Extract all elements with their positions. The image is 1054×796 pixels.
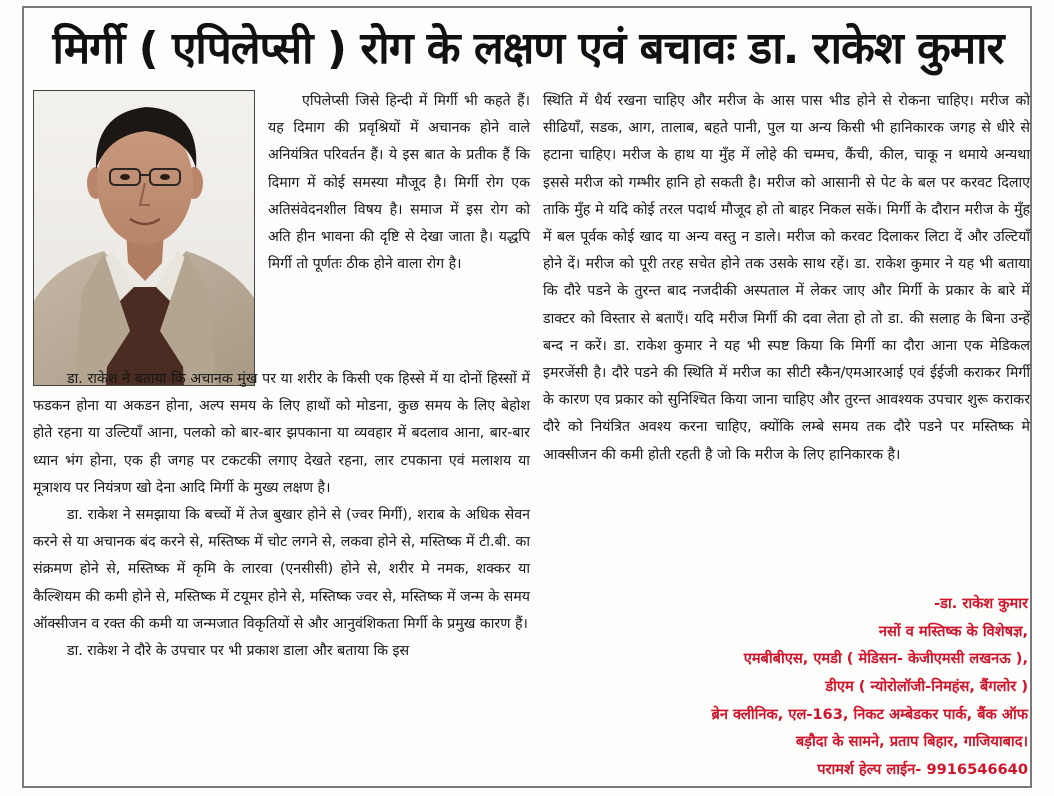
symptoms-paragraph: डा. राकेश ने बताया कि अचानक मुंख पर या शरीर के किसी एक हिस्से में या दोनों हिस्सों में फडकन होना या अकडन होना, अल्प समय के लिए हाथों को मोडना, कुछ समय के लिए बेहोश होते रहना या उल्टियाँ आना, पलको को बार-बार झपकाना या व्यवहार में बदलाव आना, बार-बार ध्यान भंग होना, एक ही जगह पर टकटकी लगाए देखते रहना, लार टपकाना एवं मलाशय या मूत्राशय पर नियंत्रण खो देना आदि मिर्गी के मुख्य लक्षण है। — [33, 371, 530, 496]
article-headline: मिर्गी ( एपिलेप्सी ) रोग के लक्षण एवं बचावः डा. राकेश कुमार — [52, 23, 1004, 74]
signature-degree-1: एमबीबीएस, एमडी ( मेडिसन- केजीएमसी लखनऊ ), — [743, 650, 1028, 667]
treatment-intro-paragraph: डा. राकेश ने दौरे के उपचार पर भी प्रकाश डाला और बताया कि इस — [67, 643, 410, 660]
signature-name: -डा. राकेश कुमार — [934, 595, 1028, 612]
signature-helpline: परामर्श हेल्प लाईन- 9916546640 — [817, 761, 1028, 778]
signature-clinic-2: बड़ौदा के सामने, प्रताप बिहार, गाजियाबाद। — [795, 733, 1028, 750]
signature-degree-2: डीएम ( न्योरोलॉजी-निमहंस, बैंगलोर ) — [825, 678, 1028, 695]
intro-paragraph — [268, 88, 530, 278]
intro-text: एपिलेप्सी जिसे हिन्दी में मिर्गी भी कहते हैं। यह दिमाग की प्रवृश्रियों में अचानक होने वाले अनियंत्रित परिवर्तन हैं। ये इस बात के प्रतीक हैं कि दिमाग में कोई समस्या मौजूद है। मिर्गी रोग एक अतिसंवेदनशील विषय है। समाज में इस रोग को अति हीन भावना की दृष्टि से देखा जाता है। यद्धपि मिर्गी तो पूर्णतः ठीक होने वाला रोग है। — [268, 93, 530, 273]
doctor-portrait-photo — [33, 90, 255, 386]
signature-clinic-1: ब्रेन क्लीनिक, एल-163, निकट अम्बेडकर पार्क, बैंक ऑफ — [711, 706, 1028, 723]
left-column-continued — [33, 366, 530, 665]
causes-paragraph: डा. राकेश ने समझाया कि बच्चों में तेज बुखार होने से (ज्वर मिर्गी), शराब के अधिक सेवन करने से या अचानक बंद करने से, मस्तिष्क में चोट लगने से, लकवा होने से, मस्तिष्क में टी.बी. का संक्रमण होने से, मस्तिष्क में कृमि के लारवा (एनसीसी) होने से, शरीर मे नमक, शक्कर या कैल्शियम की कमी होने से, मस्तिष्क में टयूमर होने से, मस्तिष्क ज्वर से, मस्तिष्क में जन्म के समय ऑक्सीजन व रक्त की कमी या जन्मजात विकृतियों से और आनुवंशिकता मिर्गी के प्रमुख कारण हैं। — [33, 507, 530, 632]
right-column — [543, 88, 1030, 469]
signature-specialty: नसों व मस्तिष्क के विशेषज्ञ, — [878, 623, 1028, 640]
treatment-paragraph: स्थिति में धैर्य रखना चाहिए और मरीज के आस पास भीड होने से रोकना चाहिए। मरीज को सीढियाँ, सडक, आग, तालाब, बहते पानी, पुल या अन्य किसी भी हानिकारक जगह से धीरे से हटाना चाहिए। मरीज के हाथ या मुँह में लोहे की चम्मच, कैंची, कील, चाकू न थमाये अन्यथा इससे मरीज को गम्भीर हानि हो सकती है। मरीज को आसानी से पेट के बल पर करवट दिलाए ताकि मुँह मे यदि कोई तरल पदार्थ मौजूद हो तो बाहर निकल सकें। मिर्गी के दौरान मरीज के मुँह में बल पूर्वक कोई खाद या अन्य वस्तु न डाले। मरीज को करवट दिलाकर लिटा दें और उल्टियाँ होने दें। मरीज को पूरी तरह सचेत होने तक उसके साथ रहें। डा. राकेश कुमार ने यह भी बताया कि दौरे पडने के तुरन्त बाद नजदीकी अस्पताल में लेकर जाए और मिर्गी के प्रकार के बारे में डाक्टर को विस्तार से बताएँ। यदि मरीज मिर्गी की दवा लेता हो तो डा. की सलाह के बिना उन्हें बन्द न करें। डा. राकेश कुमार ने यह भी स्पष्ट किया कि मिर्गी का दौरा आना एक मेडिकल इमरजेंसी है। दौरे पडने की स्थिति में मरीज का सीटी स्कैन/एमआरआई एवं ईईजी कराकर मिर्गी के कारण एव प्रकार को सुनिश्चित किया जाना चाहिए और तुरन्त आवश्यक उपचार शुरू कराकर दौरे को नियंत्रित अवश्य करना चाहिए, क्योंकि लम्बे समय तक दौरे पडने पर मस्तिष्क मे आक्सीजन की कमी होती रहती है जो कि मरीज के लिए हानिकारक है। — [543, 93, 1030, 463]
